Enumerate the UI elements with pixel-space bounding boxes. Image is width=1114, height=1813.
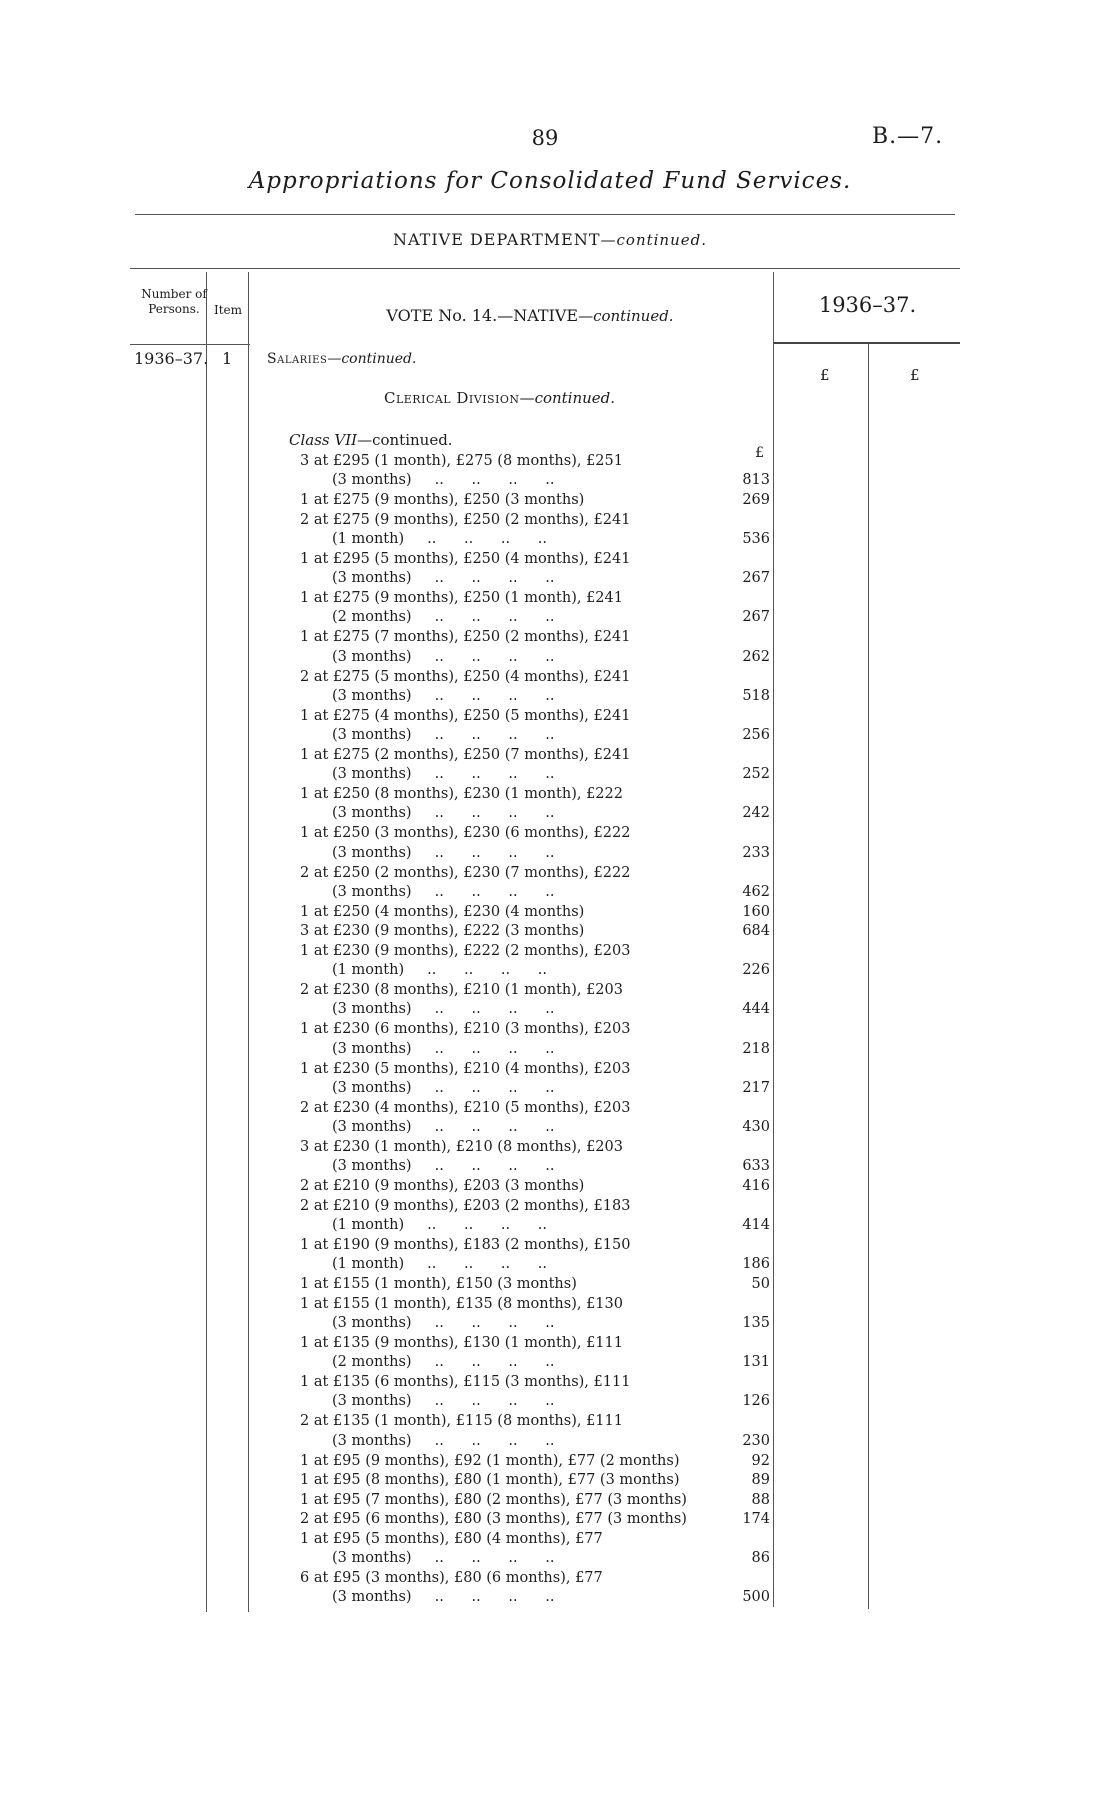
entry-description: 1 at £250 (3 months), £230 (6 months), £222 [300, 825, 631, 842]
salary-entry [300, 628, 770, 667]
title-rule [135, 214, 955, 215]
dot-leader: .. .. .. .. [411, 609, 555, 626]
entry-amount: 416 [742, 1178, 770, 1195]
entry-amount: 50 [751, 1276, 770, 1293]
entry-amount: 92 [751, 1452, 770, 1469]
entry-description-continued: (3 months) .. .. .. .. [332, 1550, 555, 1567]
vote-suffix: —continued. [578, 307, 674, 325]
division-heading [384, 389, 615, 407]
entry-description-continued: (3 months) .. .. .. .. [332, 1589, 555, 1606]
salary-entry [300, 511, 770, 550]
dot-leader: .. .. .. .. [411, 687, 555, 704]
amount-pound-sign: £ [755, 445, 764, 461]
entry-description-continued: (2 months) .. .. .. .. [332, 609, 555, 626]
entry-description-continued: (3 months) .. .. .. .. [332, 1315, 555, 1332]
salary-entry [300, 864, 770, 903]
table-header-rule [130, 344, 250, 345]
entry-description: 1 at £95 (9 months), £92 (1 month), £77 (2 months) [300, 1452, 680, 1469]
entry-amount: 230 [742, 1432, 770, 1449]
entry-amount: 262 [742, 648, 770, 665]
salary-entry [300, 1510, 770, 1529]
entry-description: 2 at £210 (9 months), £203 (3 months) [300, 1178, 585, 1195]
salary-entry [300, 1177, 770, 1196]
entry-description: 3 at £230 (1 month), £210 (8 months), £203 [300, 1139, 623, 1155]
entry-description-continued: (3 months) .. .. .. .. [332, 1079, 555, 1096]
entry-description-continued: (3 months) .. .. .. .. [332, 805, 555, 822]
page-number: 89 [531, 126, 559, 150]
dot-leader: .. .. .. .. [411, 1432, 555, 1449]
entry-description: 2 at £250 (2 months), £230 (7 months), £222 [300, 864, 631, 881]
entry-amount: 414 [742, 1217, 770, 1234]
dot-leader: .. .. .. .. [404, 1217, 548, 1234]
column-divider-amounts [868, 344, 869, 1609]
entry-description: 1 at £95 (8 months), £80 (1 month), £77 (3 months) [300, 1472, 680, 1489]
entry-amount: 86 [751, 1550, 770, 1567]
salary-entry [300, 1569, 770, 1608]
entry-description: 1 at £250 (4 months), £230 (4 months) [300, 903, 585, 920]
document-title: Appropriations for Consolidated Fund Services. [248, 168, 852, 194]
entry-amount: 267 [742, 570, 770, 587]
item-header: Item [213, 303, 243, 317]
entry-amount: 218 [742, 1040, 770, 1057]
salary-entry [300, 550, 770, 589]
entry-description: 1 at £275 (9 months), £250 (1 month), £241 [300, 590, 623, 607]
salary-entry [300, 1452, 770, 1471]
entry-description: 2 at £210 (9 months), £203 (2 months), £183 [300, 1197, 631, 1214]
entry-amount: 186 [742, 1256, 770, 1273]
vote-title [300, 306, 760, 325]
salary-entry [300, 785, 770, 824]
class-suffix: —continued. [357, 431, 453, 449]
dot-leader: .. .. .. .. [411, 1158, 555, 1175]
entry-amount: 267 [742, 609, 770, 626]
entry-description-continued: (3 months) .. .. .. .. [332, 648, 555, 665]
entry-description: 2 at £275 (9 months), £250 (2 months), £241 [300, 511, 631, 528]
salary-entry [300, 942, 770, 981]
entry-description-continued: (3 months) .. .. .. .. [332, 766, 555, 783]
dot-leader: .. .. .. .. [411, 1589, 555, 1606]
entry-description-continued: (3 months) .. .. .. .. [332, 1040, 555, 1057]
department-name: NATIVE DEPARTMENT [392, 230, 601, 249]
entry-description: 1 at £190 (9 months), £183 (2 months), £150 [300, 1237, 631, 1253]
entry-description-continued: (3 months) .. .. .. .. [332, 883, 555, 900]
entry-amount: 633 [742, 1158, 770, 1175]
entry-description: 1 at £250 (8 months), £230 (1 month), £222 [300, 786, 623, 803]
salary-entry [300, 746, 770, 785]
entry-description: 1 at £230 (9 months), £222 (2 months), £203 [300, 943, 631, 959]
entry-amount: 813 [742, 472, 770, 489]
entry-description-continued: (3 months) .. .. .. .. [332, 570, 555, 587]
entry-description: 1 at £230 (5 months), £210 (4 months), £203 [300, 1060, 631, 1077]
salaries-suffix: —continued. [327, 351, 417, 367]
dot-leader: .. .. .. .. [411, 1119, 555, 1136]
entry-description: 1 at £95 (5 months), £80 (4 months), £77 [300, 1531, 603, 1547]
dot-leader: .. .. .. .. [411, 472, 555, 489]
entry-amount: 500 [742, 1589, 770, 1606]
division-suffix: —continued. [519, 389, 616, 407]
salary-entry [300, 1295, 770, 1334]
dot-leader: .. .. .. .. [404, 1256, 548, 1273]
entry-description: 1 at £275 (7 months), £250 (2 months), £241 [300, 629, 631, 646]
entry-description: 1 at £135 (6 months), £115 (3 months), £111 [300, 1374, 631, 1391]
entry-description: 1 at £275 (4 months), £250 (5 months), £241 [300, 707, 631, 724]
dot-leader: .. .. .. .. [411, 1040, 555, 1057]
salary-entry [300, 1236, 770, 1275]
entry-description-continued: (3 months) .. .. .. .. [332, 844, 555, 861]
entry-amount: 233 [742, 844, 770, 861]
salary-entry [300, 1197, 770, 1236]
entry-description: 1 at £135 (9 months), £130 (1 month), £111 [300, 1335, 623, 1351]
entry-description: 1 at £155 (1 month), £150 (3 months) [300, 1276, 577, 1293]
salary-entry [300, 1530, 770, 1569]
entry-description-continued: (1 month) .. .. .. .. [332, 531, 548, 548]
dot-leader: .. .. .. .. [404, 531, 548, 548]
column-divider-persons [206, 272, 207, 1612]
entry-description: 1 at £275 (9 months), £250 (3 months) [300, 492, 585, 509]
entry-description-continued: (3 months) .. .. .. .. [332, 1393, 555, 1410]
entry-amount: 444 [742, 1001, 770, 1018]
salary-entry [300, 1373, 770, 1412]
year-column-rule [774, 342, 960, 344]
dot-leader: .. .. .. .. [411, 1550, 555, 1567]
entry-description-continued: (3 months) .. .. .. .. [332, 687, 555, 704]
entry-amount: 126 [742, 1393, 770, 1410]
salary-entry [300, 491, 770, 510]
entry-amount: 256 [742, 727, 770, 744]
entry-amount: 131 [742, 1354, 770, 1371]
table-top-rule [130, 268, 960, 269]
entry-amount: 536 [742, 531, 770, 548]
entry-description-continued: (3 months) .. .. .. .. [332, 727, 555, 744]
dot-leader: .. .. .. .. [411, 1354, 555, 1371]
persons-year-label: 1936–37. [134, 349, 209, 368]
page-reference: B.—7. [872, 124, 944, 149]
salary-entry [300, 903, 770, 922]
salary-entry [300, 707, 770, 746]
entry-amount: 430 [742, 1119, 770, 1136]
dot-leader: .. .. .. .. [404, 962, 548, 979]
number-of-persons-header: Number of Persons. [141, 287, 207, 316]
entry-amount: 684 [742, 923, 770, 940]
salary-entry [300, 824, 770, 863]
entry-description: 2 at £275 (5 months), £250 (4 months), £241 [300, 668, 631, 685]
dot-leader: .. .. .. .. [411, 766, 555, 783]
class-label: Class VII [289, 431, 358, 449]
entry-description: 1 at £95 (7 months), £80 (2 months), £77 (3 months) [300, 1491, 687, 1508]
entry-amount: 242 [742, 805, 770, 822]
dot-leader: .. .. .. .. [411, 1393, 555, 1410]
dot-leader: .. .. .. .. [411, 727, 555, 744]
dot-leader: .. .. .. .. [411, 648, 555, 665]
entry-description-continued: (1 month) .. .. .. .. [332, 962, 548, 979]
entry-description-continued: (2 months) .. .. .. .. [332, 1354, 555, 1371]
entry-description: 1 at £230 (6 months), £210 (3 months), £203 [300, 1021, 631, 1038]
salaries-heading [267, 351, 416, 367]
entry-amount: 226 [742, 962, 770, 979]
column-divider-description [773, 272, 774, 1607]
entry-description: 6 at £95 (3 months), £80 (6 months), £77 [300, 1570, 603, 1587]
entry-amount: 462 [742, 883, 770, 900]
salary-entry [300, 1471, 770, 1490]
entry-amount: 88 [751, 1491, 770, 1508]
salary-entry [300, 1412, 770, 1451]
entry-description: 2 at £230 (4 months), £210 (5 months), £203 [300, 1099, 631, 1116]
entry-description-continued: (3 months) .. .. .. .. [332, 1158, 555, 1175]
entry-description-continued: (3 months) .. .. .. .. [332, 472, 555, 489]
salary-entry [300, 1099, 770, 1138]
entry-description-continued: (3 months) .. .. .. .. [332, 1432, 555, 1449]
entry-description: 3 at £230 (9 months), £222 (3 months) [300, 923, 585, 940]
pound-sign-right: £ [910, 366, 920, 384]
salary-entry [300, 1060, 770, 1099]
entry-description: 2 at £135 (1 month), £115 (8 months), £111 [300, 1413, 623, 1430]
salary-entry [300, 1020, 770, 1059]
pound-sign-left: £ [820, 366, 830, 384]
entry-amount: 518 [742, 687, 770, 704]
salary-entry [300, 452, 770, 491]
entry-description: 1 at £275 (2 months), £250 (7 months), £241 [300, 747, 631, 763]
entry-amount: 160 [742, 903, 770, 920]
salary-entry [300, 922, 770, 941]
vote-name: VOTE No. 14.—NATIVE [386, 306, 579, 325]
entry-amount: 174 [742, 1511, 770, 1528]
column-divider-item [248, 272, 249, 1612]
item-number: 1 [222, 349, 233, 368]
dot-leader: .. .. .. .. [411, 570, 555, 587]
entry-description: 1 at £155 (1 month), £135 (8 months), £130 [300, 1295, 623, 1312]
salary-entry [300, 1275, 770, 1294]
dot-leader: .. .. .. .. [411, 1079, 555, 1096]
entry-description-continued: (3 months) .. .. .. .. [332, 1119, 555, 1136]
salary-entry [300, 1491, 770, 1510]
entry-description-continued: (1 month) .. .. .. .. [332, 1217, 548, 1234]
entry-description-continued: (1 month) .. .. .. .. [332, 1256, 548, 1273]
department-heading [250, 230, 850, 249]
department-suffix: —continued. [600, 231, 708, 249]
entry-amount: 252 [742, 766, 770, 783]
year-column-header: 1936–37. [818, 293, 917, 317]
salaries-label: Salaries [267, 351, 328, 367]
entry-description: 2 at £95 (6 months), £80 (3 months), £77 (3 months) [300, 1511, 687, 1528]
dot-leader: .. .. .. .. [411, 1001, 555, 1018]
dot-leader: .. .. .. .. [411, 844, 555, 861]
entry-amount: 135 [742, 1315, 770, 1332]
salary-entry [300, 981, 770, 1020]
entry-amount: 217 [742, 1079, 770, 1096]
entry-description: 3 at £295 (1 month), £275 (8 months), £251 [300, 453, 623, 469]
dot-leader: .. .. .. .. [411, 805, 555, 822]
salary-entry [300, 1138, 770, 1177]
division-label: Clerical Division [384, 389, 520, 407]
entry-amount: 89 [751, 1472, 770, 1489]
dot-leader: .. .. .. .. [411, 1315, 555, 1332]
class-heading [289, 431, 453, 449]
entry-description: 2 at £230 (8 months), £210 (1 month), £203 [300, 982, 623, 999]
entry-description: 1 at £295 (5 months), £250 (4 months), £241 [300, 551, 631, 567]
salary-entry [300, 589, 770, 628]
entry-amount: 269 [742, 492, 770, 509]
dot-leader: .. .. .. .. [411, 883, 555, 900]
salary-entry [300, 668, 770, 707]
salary-entry [300, 1334, 770, 1373]
entry-description-continued: (3 months) .. .. .. .. [332, 1001, 555, 1018]
